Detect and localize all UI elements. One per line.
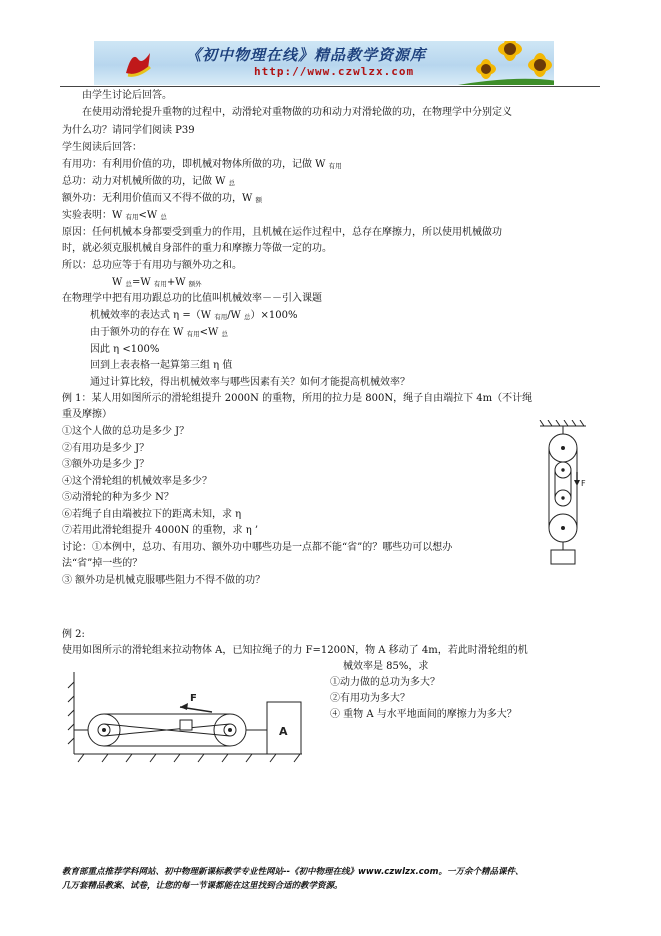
- text-span: =W: [131, 277, 154, 288]
- footer-line: 几万套精品教案、试卷，让您的每一节课都能在这里找到合适的教学资源。: [62, 881, 343, 891]
- text-span: <W: [199, 327, 222, 338]
- subscript: 总: [221, 330, 228, 338]
- subscript: 额: [255, 196, 262, 204]
- text-line: 学生阅读后回答：: [62, 142, 142, 153]
- header-banner: [94, 41, 554, 85]
- banner-url[interactable]: http://www.czwlzx.com: [254, 65, 415, 78]
- text-line: [62, 209, 167, 224]
- text-line: 使用如图所示的滑轮组来拉动物体 A，已知拉绳子的力 F=1200N，物 A 移动了 4m，若此时滑轮组的机: [62, 645, 528, 656]
- text-line: 回到上表表格一起算第三组 η 值: [90, 360, 233, 371]
- subscript: 有用: [214, 313, 228, 321]
- text-line: [62, 175, 235, 190]
- force-label: F: [581, 479, 586, 488]
- text-line: ③ 额外功是机械克服哪些阻力不得不做的功？: [62, 575, 266, 586]
- text-span: 总功：动力对机械所做的功，记做 W: [62, 176, 229, 187]
- banner-title: 《初中物理在线》精品教学资源库: [186, 46, 427, 64]
- text-line: 在使用动滑轮提升重物的过程中，动滑轮对重物做的功和动力对滑轮做的功，在物理学中分别定义: [82, 107, 512, 118]
- text-line: 时，就必须克服机械自身部件的重力和摩擦力等做一定的功。: [62, 243, 332, 254]
- text-line: 重及摩擦）: [62, 409, 112, 420]
- text-line: 在物理学中把有用功跟总功的比值叫机械效率－－引入课题: [62, 293, 322, 304]
- hanging-weight: [551, 550, 575, 564]
- question-item: ④ 重物 A 与水平地面间的摩擦力为多大？: [330, 709, 517, 720]
- text-span: 实验表明：W: [62, 210, 126, 221]
- subscript: 额外: [188, 280, 202, 288]
- question-item: ②有用功为多大？: [330, 693, 410, 704]
- text-span: 机械效率的表达式 η =（W: [90, 310, 215, 321]
- question-item: ④这个滑轮组的机械效率是多少？: [62, 476, 212, 487]
- rope-clamp: [180, 720, 192, 730]
- question-item: ①动力做的总功为多大？: [330, 677, 440, 688]
- question-item: ①这个人做的总功是多少 J？: [62, 426, 190, 437]
- footer-line: 教育部重点推荐学科网站、初中物理新课标教学专业性网站--《初中物理在线》www.czwlzx.com。一万余个精品课件、: [62, 867, 524, 877]
- text-line: 械效率是 85%，求: [343, 661, 429, 672]
- text-span: +W: [166, 277, 189, 288]
- text-span: <W: [138, 210, 161, 221]
- text-line: 原因：任何机械本身都要受到重力的作用，且机械在运作过程中，总存在摩擦力，所以使用机械做功: [62, 227, 502, 238]
- question-item: ②有用功是多少 J？: [62, 443, 150, 454]
- subscript: 总: [244, 313, 251, 321]
- text-line: 为什么功？请同学们阅读 P39: [62, 125, 195, 136]
- sunflower-icon: [458, 41, 554, 85]
- text-line: 例 1：某人用如图所示的滑轮组提升 2000N 的重物，所用的拉力是 800N，绳子自由端拉下 4m（不计绳: [62, 393, 533, 404]
- force-arrow-icon: [574, 480, 580, 486]
- text-line: [90, 326, 228, 341]
- question-item: ⑦若用此滑轮组提升 4000N 的重物，求 η ’: [62, 525, 259, 536]
- subscript: 总: [125, 280, 132, 288]
- question-item: ⑥若绳子自由端被拉下的距离未知，求 η: [62, 509, 242, 520]
- text-span: 有用功：有利用价值的功，即机械对物体所做的功，记做 W: [62, 159, 329, 170]
- text-line: [62, 158, 342, 173]
- subscript: 有用: [328, 162, 342, 170]
- subscript: 总: [228, 179, 236, 187]
- subscript: 有用: [153, 280, 167, 288]
- text-line: 由学生讨论后回答。: [82, 90, 172, 101]
- text-line: 因此 η <100%: [90, 344, 160, 355]
- text-span: /W: [227, 310, 245, 321]
- example-title: 例 2:: [62, 629, 85, 640]
- text-span: W: [112, 277, 126, 288]
- subscript: 有用: [186, 330, 200, 338]
- formula-line: [112, 276, 202, 291]
- pulley-system-figure-1: [530, 420, 600, 570]
- block-label: A: [279, 725, 288, 738]
- text-line: 通过计算比较，得出机械效率与哪些因素有关？如何才能提高机械效率？: [90, 377, 410, 388]
- question-item: ⑤动滑轮的种为多少 N？: [62, 492, 174, 503]
- force-label: F: [190, 693, 197, 704]
- text-span: ）×100%: [250, 310, 298, 321]
- text-line: 讨论：①本例中，总功、有用功、额外功中哪些功是一点都不能“省”的？哪些功可以想办: [62, 542, 453, 553]
- pulley-system-figure-2: [62, 672, 322, 768]
- text-span: 由于额外功的存在 W: [90, 327, 187, 338]
- text-line: 所以：总功应等于有用功与额外功之和。: [62, 260, 242, 271]
- subscript: 有用: [125, 213, 139, 221]
- text-line: 法“省”掉一些的？: [62, 558, 143, 569]
- formula-line: [90, 309, 297, 324]
- text-span: 额外功：无利用价值而又不得不做的功，W: [62, 193, 256, 204]
- force-arrow-icon: [180, 703, 188, 710]
- question-item: ③额外功是多少 J？: [62, 459, 150, 470]
- header-divider: [60, 86, 600, 87]
- subscript: 总: [160, 213, 167, 221]
- site-logo-icon: [122, 47, 154, 79]
- text-line: [62, 192, 262, 207]
